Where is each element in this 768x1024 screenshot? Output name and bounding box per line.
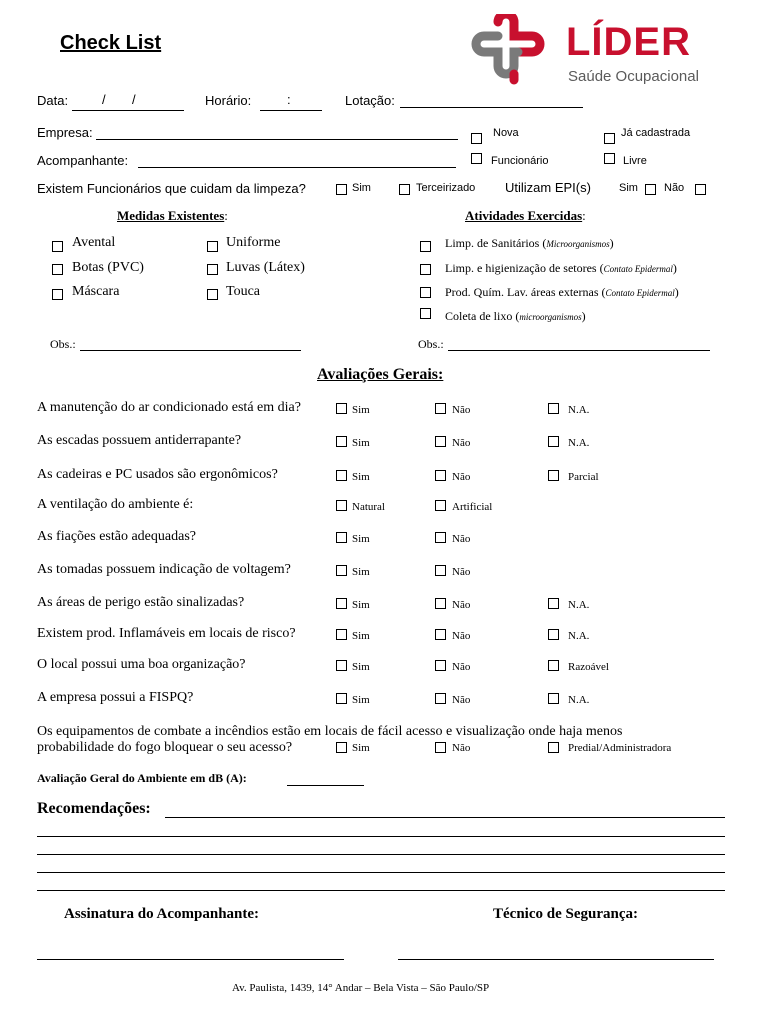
atividade-label: Coleta de lixo (microorganismos) [445,309,586,323]
option-checkbox[interactable] [336,500,347,511]
option-label: Não [452,471,471,483]
date-separator: / [132,92,136,107]
option-checkbox[interactable] [336,598,347,609]
atividades-heading: Atividades Exercidas: [465,208,586,223]
recomendacoes-line[interactable] [37,836,725,837]
date-field[interactable] [72,110,184,111]
botas-label: Botas (PVC) [72,260,144,275]
limpeza-terceirizado-label: Terceirizado [416,182,476,194]
option-checkbox[interactable] [336,565,347,576]
option-label: Sim [352,471,370,483]
option-checkbox[interactable] [435,565,446,576]
option-label: Sim [352,694,370,706]
logo-cross-icon [470,14,560,90]
acompanhante-field[interactable] [138,167,456,168]
option-label: N.A. [568,404,590,416]
option-label: Não [452,630,471,642]
question-text: Existem prod. Inflamáveis em locais de risco? [37,626,296,641]
uniforme-label: Uniforme [226,235,281,250]
atividade-checkbox[interactable] [420,308,431,319]
recomendacoes-line[interactable] [37,872,725,873]
option-checkbox[interactable] [336,436,347,447]
option-checkbox[interactable] [336,660,347,671]
limpeza-sim-label: Sim [352,182,371,194]
incendio-sim-label: Sim [352,742,370,754]
atividade-label: Prod. Quím. Lav. áreas externas (Contato Epidermal) [445,285,679,299]
limpeza-terceirizado-checkbox[interactable] [399,184,410,195]
question-text: O local possui uma boa organização? [37,657,246,672]
date-separator: / [102,92,106,107]
option-label: Não [452,404,471,416]
question-text: As fiações estão adequadas? [37,529,196,544]
option-label: Não [452,694,471,706]
option-label: Não [452,566,471,578]
recomendacoes-label: Recomendações: [37,800,151,817]
option-checkbox[interactable] [435,470,446,481]
option-label: N.A. [568,694,590,706]
livre-label: Livre [623,155,647,167]
empresa-label: Empresa: [37,125,93,140]
limpeza-question: Existem Funcionários que cuidam da limpeza? [37,181,306,196]
time-separator: : [287,92,291,107]
luvas-checkbox[interactable] [207,264,218,275]
option-label: Sim [352,437,370,449]
option-label: Sim [352,404,370,416]
lotacao-label: Lotação: [345,93,395,108]
assinatura-tecnico-line[interactable] [398,959,714,960]
atividade-label: Limp. e higienização de setores (Contato Epidermal) [445,261,677,275]
logo-subtitle: Saúde Ocupacional [568,68,699,85]
epi-question: Utilizam EPI(s) [505,180,591,195]
atividade-checkbox[interactable] [420,264,431,275]
avental-checkbox[interactable] [52,241,63,252]
logo-name: LÍDER [566,20,691,64]
option-checkbox[interactable] [548,403,559,414]
option-checkbox[interactable] [548,598,559,609]
livre-checkbox[interactable] [604,153,615,164]
uniforme-checkbox[interactable] [207,241,218,252]
incendio-sim-checkbox[interactable] [336,742,347,753]
nova-checkbox[interactable] [471,133,482,144]
epi-sim-checkbox[interactable] [645,184,656,195]
horario-label: Horário: [205,93,252,108]
option-checkbox[interactable] [336,470,347,481]
avaliacoes-heading: Avaliações Gerais: [317,366,444,383]
recomendacoes-line[interactable] [37,854,725,855]
option-checkbox[interactable] [435,660,446,671]
medidas-heading: Medidas Existentes: [117,208,228,223]
option-label: N.A. [568,437,590,449]
option-checkbox[interactable] [435,500,446,511]
luvas-label: Luvas (Látex) [226,260,305,275]
ja-cadastrada-label: Já cadastrada [621,127,691,139]
option-checkbox[interactable] [435,436,446,447]
option-checkbox[interactable] [548,470,559,481]
atividades-obs-field[interactable] [448,350,710,351]
botas-checkbox[interactable] [52,264,63,275]
atividades-obs-label: Obs.: [418,337,444,351]
touca-checkbox[interactable] [207,289,218,300]
atividade-checkbox[interactable] [420,241,431,252]
option-checkbox[interactable] [435,693,446,704]
question-text: As escadas possuem antiderrapante? [37,433,242,448]
atividade-label: Limp. de Sanitários (Microorganismos) [445,236,614,250]
mascara-checkbox[interactable] [52,289,63,300]
avental-label: Avental [72,235,116,250]
assinatura-acompanhante-label: Assinatura do Acompanhante: [64,906,260,922]
option-checkbox[interactable] [435,403,446,414]
option-checkbox[interactable] [548,660,559,671]
option-label: Razoável [568,661,609,673]
lotacao-field[interactable] [400,107,583,108]
incendio-question-line2: probabilidade do fogo bloquear o seu acesso? [37,740,293,755]
option-label: Não [452,599,471,611]
tecnico-seguranca-label: Técnico de Segurança: [493,906,638,922]
option-checkbox[interactable] [435,532,446,543]
db-label: Avaliação Geral do Ambiente em dB (A): [37,771,247,785]
data-label: Data: [37,93,69,108]
atividade-checkbox[interactable] [420,287,431,298]
db-field[interactable] [287,785,364,786]
question-text: As cadeiras e PC usados são ergonômicos? [37,467,278,482]
epi-nao-label: Não [664,182,685,194]
empresa-field[interactable] [96,139,458,140]
incendio-nao-label: Não [452,742,471,754]
option-label: Artificial [452,501,493,513]
page-title: Check List [60,32,162,54]
question-text: As tomadas possuem indicação de voltagem? [37,562,291,577]
incendio-question-line1: Os equipamentos de combate a incêndios estão em locais de fácil acesso e visualização onde haja menos [37,724,623,739]
incendio-predial-label: Predial/Administradora [568,742,672,754]
option-label: Não [452,661,471,673]
recomendacoes-line[interactable] [37,890,725,891]
nova-label: Nova [493,127,519,139]
option-checkbox[interactable] [336,693,347,704]
time-field[interactable] [260,110,322,111]
option-label: Sim [352,630,370,642]
option-label: Sim [352,661,370,673]
ja-cadastrada-checkbox[interactable] [604,133,615,144]
option-label: Natural [352,501,385,513]
option-label: N.A. [568,630,590,642]
acompanhante-label: Acompanhante: [37,153,129,168]
option-label: Sim [352,566,370,578]
question-text: A empresa possui a FISPQ? [37,690,194,705]
touca-label: Touca [226,284,261,299]
option-label: Não [452,437,471,449]
option-label: Sim [352,599,370,611]
funcionario-checkbox[interactable] [471,153,482,164]
option-checkbox[interactable] [336,403,347,414]
funcionario-label: Funcionário [491,155,549,167]
option-label: Parcial [568,471,599,483]
option-checkbox[interactable] [548,436,559,447]
recomendacoes-line[interactable] [165,817,725,818]
medidas-obs-label: Obs.: [50,337,76,351]
epi-sim-label: Sim [619,182,638,194]
incendio-nao-checkbox[interactable] [435,742,446,753]
medidas-obs-field[interactable] [80,350,301,351]
question-text: As áreas de perigo estão sinalizadas? [37,595,245,610]
option-checkbox[interactable] [336,629,347,640]
question-text: A ventilação do ambiente é: [37,497,194,512]
footer-address: Av. Paulista, 1439, 14° Andar – Bela Vista – São Paulo/SP [232,982,490,994]
assinatura-acompanhante-line[interactable] [37,959,344,960]
option-checkbox[interactable] [548,693,559,704]
mascara-label: Máscara [72,284,120,299]
option-label: N.A. [568,599,590,611]
incendio-predial-checkbox[interactable] [548,742,559,753]
option-checkbox[interactable] [548,629,559,640]
question-text: A manutenção do ar condicionado está em dia? [37,400,301,415]
option-label: Sim [352,533,370,545]
option-checkbox[interactable] [435,629,446,640]
option-label: Não [452,533,471,545]
option-checkbox[interactable] [336,532,347,543]
epi-nao-checkbox[interactable] [695,184,706,195]
limpeza-sim-checkbox[interactable] [336,184,347,195]
option-checkbox[interactable] [435,598,446,609]
